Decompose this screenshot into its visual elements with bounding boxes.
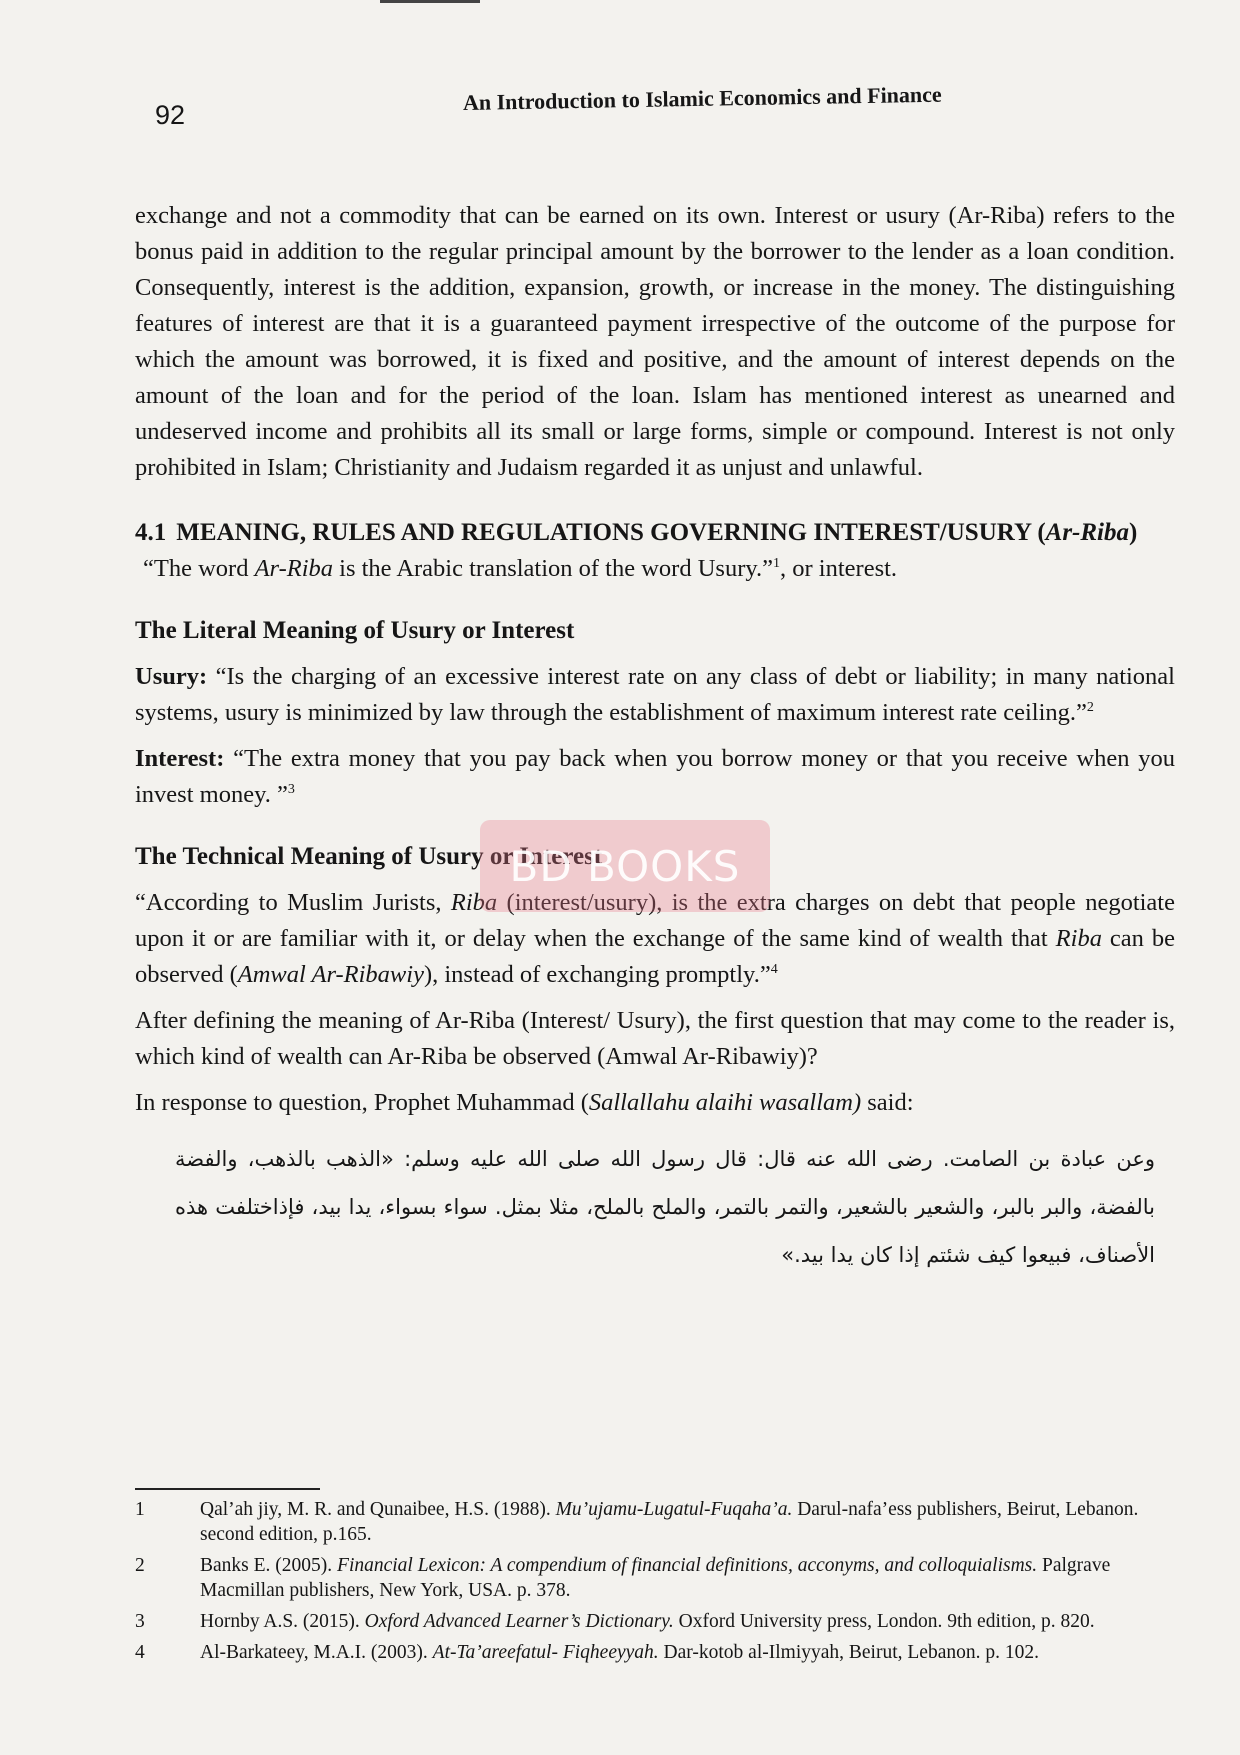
footnote <box>135 1609 1175 1634</box>
interest-definition: Interest: “The extra money that you pay back when you borrow money or that you receive when you invest money. ”$^3$ <box>135 745 1175 808</box>
usury-term: Usury: <box>135 663 208 690</box>
watermark-logo <box>480 820 770 912</box>
footnote-number: 2 <box>135 1555 145 1576</box>
footnote-divider <box>135 1488 320 1490</box>
footnote-ref-2: 2 <box>1086 699 1094 715</box>
section-title: MEANING, RULES AND REGULATIONS GOVERNING INTEREST/USURY ( <box>176 519 1046 546</box>
section-number: 4.1 <box>135 519 167 546</box>
top-rule <box>380 0 480 3</box>
literal-meaning-heading: The Literal Meaning of Usury or Interest <box>135 617 575 644</box>
technical-meaning-heading: The Technical Meaning of Usury or Interest <box>135 843 603 870</box>
footnotes <box>135 1497 1175 1671</box>
section-title-italic: Ar-Riba <box>1045 519 1130 546</box>
footnote <box>135 1553 1175 1603</box>
question-paragraph: After defining the meaning of Ar-Riba (Interest/ Usury), the first question that may come to the reader is, which kind of wealth can Ar-Riba be observed (Amwal Ar-Ribawiy)? <box>135 1007 1175 1070</box>
technical-definition: “According to Muslim Jurists, Riba (interest/usury), is the extra charges on debt that people negotiate upon it or are familiar with it, or delay when the exchange of the same kind of wealth that Riba can be observed (Amwal Ar-Ribawiy), instead of exchanging promptly.”$^4$ <box>135 889 1175 988</box>
watermark-text: BD BOOKS <box>509 841 741 891</box>
running-header: An Introduction to Islamic Economics and Finance <box>462 81 942 115</box>
prophet-response: In response to question, Prophet Muhammad (Sallallahu alaihi wasallam) said: <box>135 1089 914 1116</box>
intro-paragraph: exchange and not a commodity that can be earned on its own. Interest or usury (Ar-Riba) refers to the bonus paid in addition to the regular principal amount by the borrower to the lender as a loan condition. Consequently, interest is the addition, expansion, growth, or increase in the money. The distinguishing features of interest are that it is a guaranteed payment irrespective of the outcome of the purpose for which the amount was borrowed, it is fixed and positive, and the amount of interest depends on the amount of the loan and for the period of the loan. Islam has mentioned interest as unearned and undeserved income and prohibits all its small or large forms, simple or compound. Interest is not only prohibited in Islam; Christianity and Judaism regarded it as unjust and unlawful. <box>135 202 1175 481</box>
footnote-ref-3: 3 <box>287 781 295 797</box>
footnote-number: 3 <box>135 1611 145 1632</box>
section-heading <box>135 514 1175 551</box>
footnote-text: Qal’ah jiy, M. R. and Qunaibee, H.S. (1988). Mu’ujamu-Lugatul-Fuqaha’a. Darul-nafa’ess publishers, Beirut, Lebanon. second edition, p.165. <box>200 1499 1139 1545</box>
section-title-end: ) <box>1129 519 1138 546</box>
main-content <box>135 198 1175 1279</box>
footnote-number: 4 <box>135 1642 145 1663</box>
interest-term: Interest: <box>135 745 225 772</box>
footnote-ref-1: 1 <box>773 555 781 571</box>
footnote <box>135 1640 1175 1665</box>
footnote-text: Hornby A.S. (2015). Oxford Advanced Learner’s Dictionary. Oxford University press, London. 9th edition, p. 820. <box>200 1611 1095 1632</box>
riba-definition: “The word Ar-Riba is the Arabic translation of the word Usury.”$^1$, or interest. <box>143 555 898 582</box>
footnote-number: 1 <box>135 1499 145 1520</box>
page-number: 92 <box>155 100 186 130</box>
footnote-text: Al-Barkateey, M.A.I. (2003). At-Ta’areefatul- Fiqheeyyah. Dar-kotob al-Ilmiyyah, Beirut, Lebanon. p. 102. <box>200 1642 1039 1663</box>
footnote-text: Banks E. (2005). Financial Lexicon: A compendium of financial definitions, acconyms, and colloquialisms. Palgrave Macmillan publishers, New York, USA. p. 378. <box>200 1555 1111 1601</box>
footnote <box>135 1497 1175 1547</box>
footnote-ref-4: 4 <box>770 961 778 977</box>
usury-definition: Usury: “Is the charging of an excessive interest rate on any class of debt or liability; in many national systems, usury is minimized by law through the establishment of maximum interest rate ceiling.”$^2$ <box>135 663 1175 726</box>
arabic-hadith: وعن عبادة بن الصامت. رضى الله عنه قال: قال رسول الله صلى الله عليه وسلم: «الذهب بالذهب، والفضة بالفضة، والبر بالبر، والشعير بالشعير، والتمر بالتمر، والملح بالملح، مثلا بمثل. سواء بسواء، يدا بيد، فإذاختلفت هذه الأصناف، فبيعوا كيف شئتم إذا كان يدا بيد.» <box>175 1147 1155 1267</box>
